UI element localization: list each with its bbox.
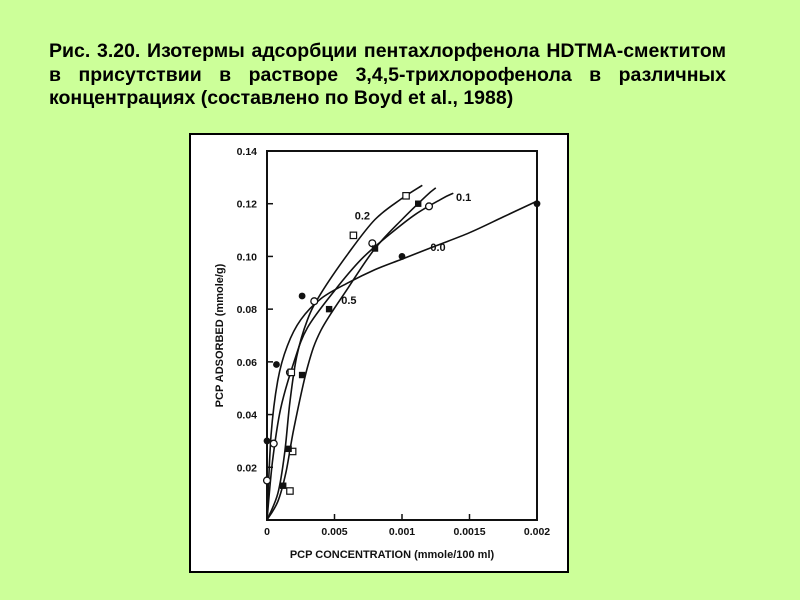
x-tick-label: 0.005 [321,526,348,538]
x-tick-label: 0 [264,526,270,538]
data-point-0.5 [280,483,286,489]
y-tick-label: 0.02 [236,462,257,475]
data-point-0.5 [415,201,421,207]
series-label-0.5: 0.5 [341,294,357,307]
data-point-0.5 [326,306,332,312]
data-point-0.2 [403,193,409,199]
data-point-0.1 [270,440,277,447]
chart-axes [214,146,550,561]
x-axis-title: PCP CONCENTRATION (mmole/100 ml) [289,549,495,561]
y-tick-label: 0.14 [236,146,257,158]
data-point-0.1 [426,203,433,210]
data-point-0.2 [350,232,356,238]
data-point-0.1 [311,298,318,305]
data-point-0.0 [299,293,306,300]
x-tick-label: 0.001 [388,526,416,538]
series-curve-0.2 [267,185,422,520]
data-point-0.5 [285,446,291,452]
data-point-0.0 [399,253,406,260]
series-label-0.0: 0.0 [430,242,446,255]
y-tick-label: 0.08 [236,304,257,317]
y-tick-label: 0.04 [236,409,257,422]
figure-caption: Рис. 3.20. Изотермы адсорбции пентахлорфенола HDTMA-смектитом в присутствии в растворе 3,4,5-трихлорофенола в различных концентрациях (составлено по Boyd et al., 1988) [49,40,726,109]
data-point-0.0 [534,200,541,207]
data-point-0.2 [288,369,294,375]
figure-panel [189,133,569,573]
data-point-0.0 [273,361,280,368]
chart-markers [264,193,541,495]
data-point-0.5 [372,245,378,251]
y-axis-title: PCP ADSORBED (mmole/g) [214,263,226,408]
data-point-0.2 [287,488,293,494]
data-point-0.0 [264,438,271,445]
isotherm-chart [191,135,567,571]
series-label-0.2: 0.2 [354,210,371,223]
series-label-0.1: 0.1 [456,192,472,205]
y-tick-label: 0.10 [236,251,257,264]
chart-curves [267,185,537,520]
data-point-0.5 [299,372,305,378]
x-tick-label: 0.002 [523,526,551,538]
data-point-0.1 [264,477,271,484]
y-tick-label: 0.12 [236,198,257,211]
chart-labels [341,192,471,307]
plot-frame [267,151,537,520]
series-curve-0.0 [267,201,537,520]
series-curve-0.1 [267,193,453,520]
y-tick-label: 0.06 [236,356,257,369]
x-tick-label: 0.0015 [453,526,486,538]
